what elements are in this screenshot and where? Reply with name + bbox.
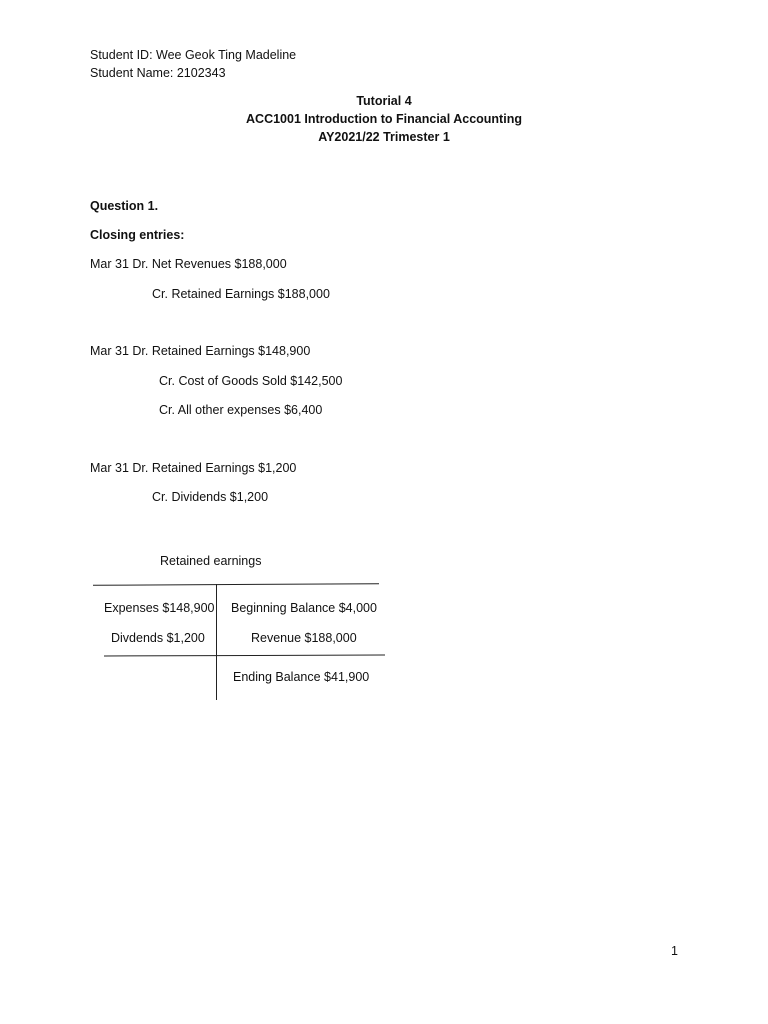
t-account-right-revenue: Revenue $188,000 [251,631,357,645]
entry-3-debit: Mar 31 Dr. Retained Earnings $1,200 [90,461,297,475]
entry-2-credit-expenses: Cr. All other expenses $6,400 [159,403,323,417]
title-tutorial: Tutorial 4 [356,94,412,108]
t-account-top-rule [93,583,379,585]
entry-2-credit-cogs: Cr. Cost of Goods Sold $142,500 [159,374,343,388]
t-account-title: Retained earnings [160,554,262,568]
t-account-vertical-rule [216,584,217,700]
t-account-left-expenses: Expenses $148,900 [104,601,215,615]
student-id: Student ID: Wee Geok Ting Madeline [90,48,297,62]
t-account-ending-balance: Ending Balance $41,900 [233,670,370,684]
t-account-left-dividends: Divdends $1,200 [111,631,205,645]
closing-entries-heading: Closing entries: [90,228,185,242]
entry-3-credit: Cr. Dividends $1,200 [152,490,269,504]
t-account-balance-rule [104,655,385,657]
question-label: Question 1. [90,199,159,213]
page-number: 1 [671,944,678,958]
entry-2-debit: Mar 31 Dr. Retained Earnings $148,900 [90,344,311,358]
title-course: ACC1001 Introduction to Financial Accounting [246,112,522,126]
student-name: Student Name: 2102343 [90,66,226,80]
entry-1-credit: Cr. Retained Earnings $188,000 [152,287,330,301]
t-account-right-beginning: Beginning Balance $4,000 [231,601,377,615]
entry-1-debit: Mar 31 Dr. Net Revenues $188,000 [90,257,287,271]
title-term: AY2021/22 Trimester 1 [318,130,450,144]
